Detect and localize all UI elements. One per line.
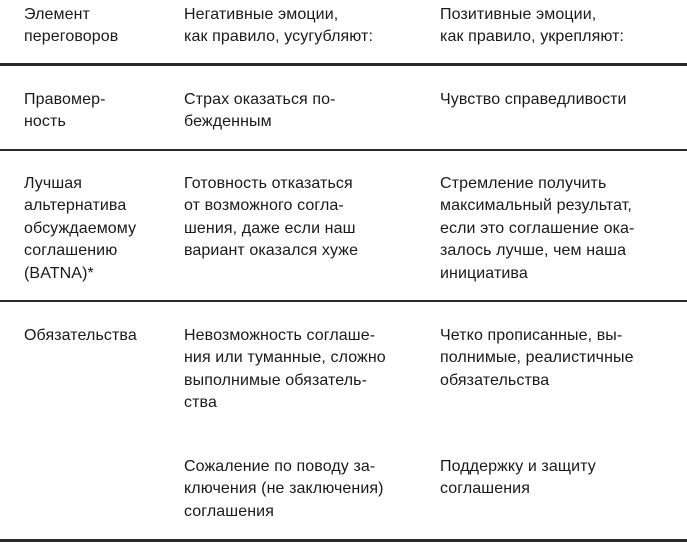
header-element: Элемент переговоров [24,6,119,46]
row-commitments-element: Обязательства [24,327,137,344]
row-legitimacy-negative: Страх оказаться по- бежденным [184,91,336,131]
header-positive: Позитивные эмоции, как правило, укрепляют: [440,6,625,46]
row-commitments-negative: Невозможность соглаше- ния или туманные, сложно выполнимые обязатель- ства [184,327,386,412]
row-legitimacy-element: Правомер- ность [24,91,106,131]
row-divider [0,149,687,151]
row-batna-negative: Готовность отказаться от возможного согла- шения, даже если наш вариант оказался хуже [184,175,359,260]
header-divider [0,63,687,66]
row-batna-element: Лучшая альтернатива обсуждаемому соглашению (BATNA)* [24,175,137,282]
row-legitimacy-positive: Чувство справедливости [440,91,627,108]
row-batna-positive: Стремление получить максимальный результат, если это соглашение ока- залось лучше, чем наша инициатива [440,175,635,282]
header-negative: Негативные эмоции, как правило, усугубляют: [184,6,374,46]
row-commitments2-negative: Сожаление по поводу за- ключения (не заключения) соглашения [184,458,384,520]
row-divider [0,300,687,302]
row-commitments2-positive: Поддержку и защиту соглашения [440,458,596,498]
row-commitments-positive: Четко прописанные, вы- полнимые, реалистичные обязательства [440,327,634,389]
table-bottom-rule [0,539,687,542]
